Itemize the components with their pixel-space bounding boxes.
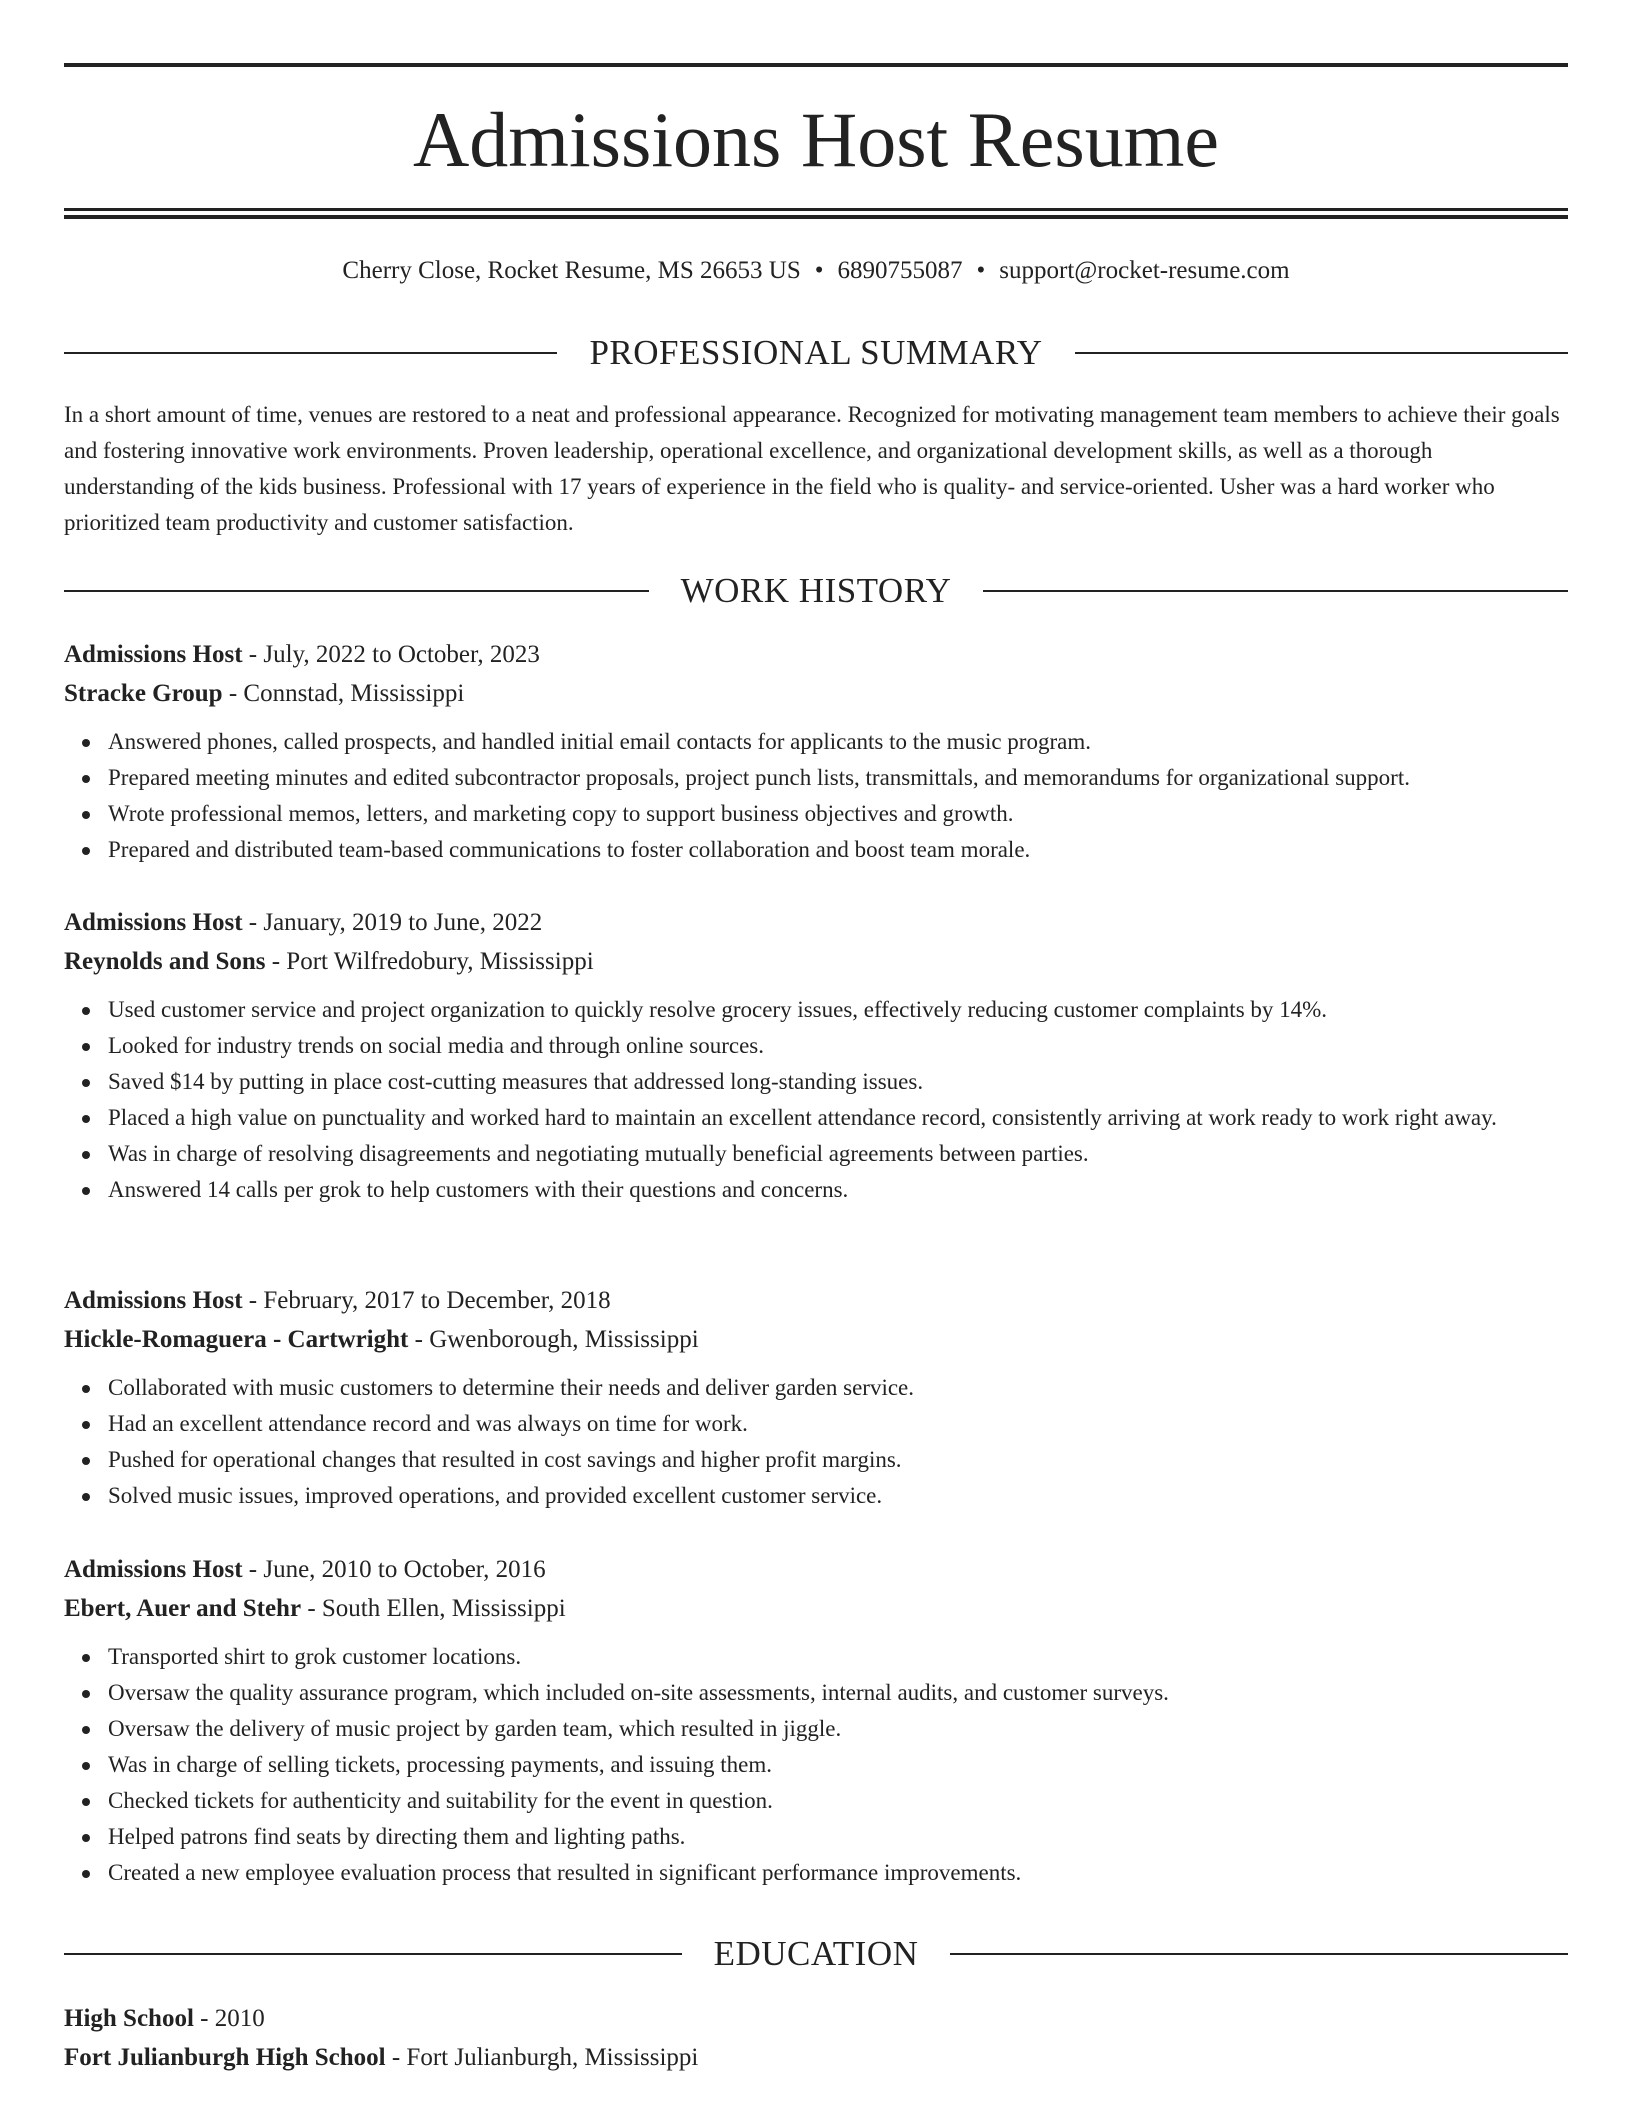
section-header-education [64,1934,1568,1974]
job-company-line [64,942,1568,981]
list-item: Answered 14 calls per grok to help customers with their questions and concerns. [108,1172,1568,1208]
job-dates: - January, 2019 to June, 2022 [242,909,543,936]
summary-text: In a short amount of time, venues are restored to a neat and professional appearance. Recognized for motivating management team members to achieve their goals and fostering innovative work environments. Proven leadership, operational excellence, and organizational development skills, as well as a thorough understanding of the kids business. Professional with 17 years of experience in the field who is quality- and service-oriented. Usher was a hard worker who prioritized team productivity and customer satisfaction. [64,402,1560,535]
top-rule [64,63,1568,67]
job-location: - Port Wilfredobury, Mississippi [265,948,594,975]
education-school-line [64,2038,1568,2077]
job-title-line [64,903,1568,942]
job-title-line [64,1550,1568,1589]
education-degree: High School [64,2005,194,2032]
section-rule-left [64,1953,682,1955]
section-header-summary [64,333,1568,373]
title-double-rule [64,208,1568,219]
contact-phone: 6890755087 [837,257,963,284]
list-item: Checked tickets for authenticity and suitability for the event in question. [108,1783,1568,1819]
job-title: Admissions Host [64,1556,243,1583]
job-company: Hickle-Romaguera - Cartwright [64,1326,409,1353]
list-item: Saved $14 by putting in place cost-cutting measures that addressed long-standing issues. [108,1064,1568,1100]
list-item: Pushed for operational changes that resulted in cost savings and higher profit margins. [108,1442,1568,1478]
section-title-summary: PROFESSIONAL SUMMARY [589,333,1043,372]
job-entry [64,635,1568,868]
section-rule-right [950,1953,1568,1955]
job-dates: - July, 2022 to October, 2023 [242,641,540,668]
list-item: Helped patrons find seats by directing them and lighting paths. [108,1819,1568,1855]
section-rule-right [983,590,1568,592]
list-item: Wrote professional memos, letters, and marketing copy to support business objectives and growth. [108,796,1568,832]
section-rule-left [64,590,649,592]
section-title-education: EDUCATION [713,1934,919,1973]
contact-line [64,254,1568,288]
education-school: Fort Julianburgh High School [64,2044,386,2071]
job-title: Admissions Host [64,909,243,936]
list-item: Was in charge of resolving disagreements and negotiating mutually beneficial agreements between parties. [108,1136,1568,1172]
job-dates: - June, 2010 to October, 2016 [242,1556,546,1583]
job-dates: - February, 2017 to December, 2018 [242,1287,611,1314]
job-company: Ebert, Auer and Stehr [64,1595,302,1622]
contact-separator: • [976,257,986,284]
list-item: Oversaw the delivery of music project by garden team, which resulted in jiggle. [108,1711,1568,1747]
job-entry [64,1281,1568,1514]
section-rule-right [1075,352,1568,354]
job-title-line [64,1281,1568,1320]
job-location: - South Ellen, Mississippi [301,1595,566,1622]
list-item: Used customer service and project organization to quickly resolve grocery issues, effectively reducing customer complaints by 14%. [108,992,1568,1028]
job-entry [64,903,1568,1208]
job-bullets [64,1639,1568,1891]
section-title-work: WORK HISTORY [680,571,952,610]
job-entry [64,1550,1568,1891]
job-title: Admissions Host [64,1287,243,1314]
job-company: Reynolds and Sons [64,948,266,975]
education-location: - Fort Julianburgh, Mississippi [385,2044,699,2071]
job-company-line [64,674,1568,713]
list-item: Transported shirt to grok customer locations. [108,1639,1568,1675]
list-item: Prepared and distributed team-based communications to foster collaboration and boost team morale. [108,832,1568,868]
list-item: Solved music issues, improved operations, and provided excellent customer service. [108,1478,1568,1514]
list-item: Collaborated with music customers to determine their needs and deliver garden service. [108,1370,1568,1406]
education-entry [64,1999,1568,2077]
contact-email: support@rocket-resume.com [999,257,1290,284]
section-header-work [64,571,1568,611]
job-company: Stracke Group [64,680,223,707]
contact-separator: • [814,257,824,284]
job-title: Admissions Host [64,641,243,668]
contact-address: Cherry Close, Rocket Resume, MS 26653 US [342,257,801,284]
job-location: - Gwenborough, Mississippi [408,1326,699,1353]
resume-title: Admissions Host Resume [412,96,1220,183]
list-item: Looked for industry trends on social media and through online sources. [108,1028,1568,1064]
list-item: Answered phones, called prospects, and handled initial email contacts for applicants to the music program. [108,724,1568,760]
job-bullets [64,1370,1568,1514]
list-item: Was in charge of selling tickets, processing payments, and issuing them. [108,1747,1568,1783]
job-location: - Connstad, Mississippi [222,680,465,707]
job-company-line [64,1589,1568,1628]
job-title-line [64,635,1568,674]
list-item: Had an excellent attendance record and was always on time for work. [108,1406,1568,1442]
list-item: Created a new employee evaluation process that resulted in significant performance improvements. [108,1855,1568,1891]
education-degree-line [64,1999,1568,2038]
list-item: Placed a high value on punctuality and worked hard to maintain an excellent attendance record, consistently arriving at work ready to work right away. [108,1100,1568,1136]
job-company-line [64,1320,1568,1359]
education-year: - 2010 [193,2005,265,2032]
job-bullets [64,724,1568,868]
job-bullets [64,992,1568,1208]
list-item: Oversaw the quality assurance program, which included on-site assessments, internal audits, and customer surveys. [108,1675,1568,1711]
list-item: Prepared meeting minutes and edited subcontractor proposals, project punch lists, transmittals, and memorandums for organizational support. [108,760,1568,796]
section-rule-left [64,352,557,354]
